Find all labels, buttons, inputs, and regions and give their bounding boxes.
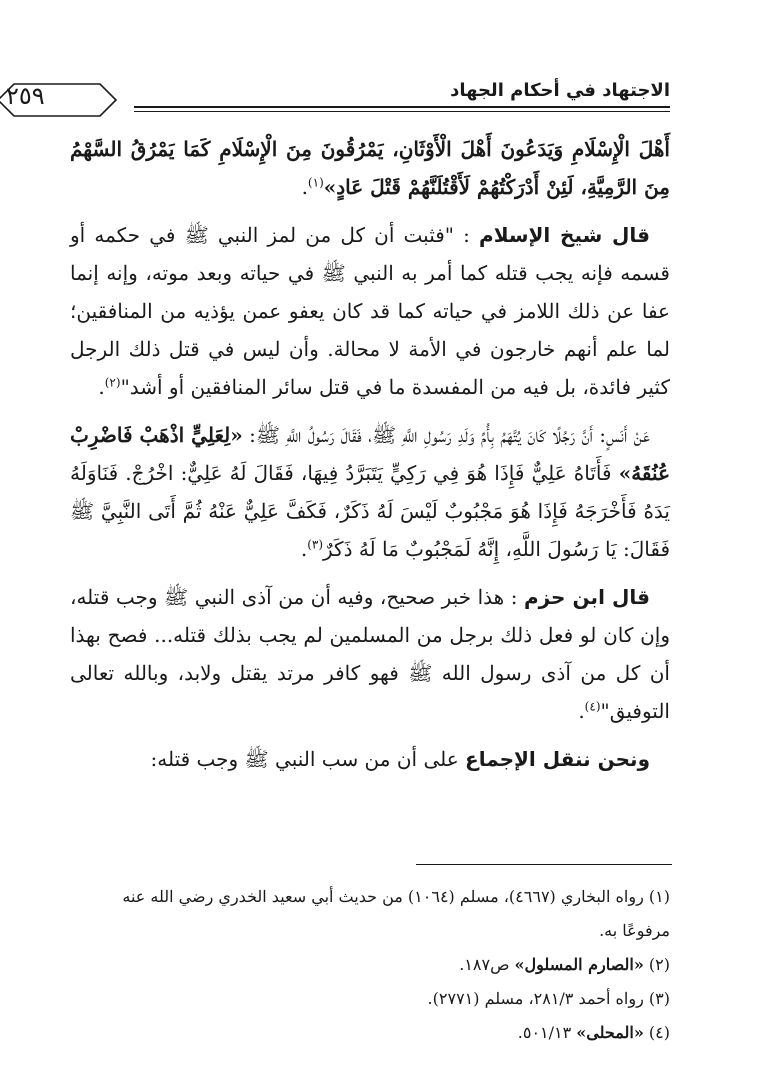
paragraph-hadith-end: أَهْلَ الْإِسْلَامِ وَيَدَعُونَ أَهْلَ الْأَوْثَانِ، يَمْرُقُونَ مِنَ الْإِسْلَامِ كَمَا يَمْرُقُ السَّهْمُ مِنَ الرَّمِيَّةِ، لَئِنْ أَدْرَكْتُهُمْ لَأَقْتُلَنَّهُمْ قَتْلَ عَادٍ»$^{(١)}$. [70, 137, 670, 199]
footnote-1: (١) رواه البخاري (٤٦٦٧)، مسلم (١٠٦٤) من حديث أبي سعيد الخدري رضي الله عنه مرفوعًا به. [122, 887, 670, 940]
paragraph-anas-hadith: عَنْ أَنَسٍ: أَنَّ رَجُلًا كَانَ يُتَّهَمُ بِأُمِّ وَلَدِ رَسُولِ اللَّهِ ﷺ، فَقَالَ رَسُولُ اللَّهِ ﷺ: «لِعَلِيٍّ اذْهَبْ فَاضْرِبْ عُنُقَهُ» فَأَتَاهُ عَلِيٌّ فَإِذَا هُوَ فِي رَكِيٍّ يَتَبَرَّدُ فِيهَا، فَقَالَ لَهُ عَلِيٌّ: اخْرُجْ. فَنَاوَلَهُ يَدَهُ فَأَخْرَجَهُ فَإِذَا هُوَ مَجْبُوبٌ لَيْسَ لَهُ ذَكَرٌ، فَكَفَّ عَلِيٌّ عَنْهُ ثُمَّ أَتَى النَّبِيَّ ﷺ فَقَالَ: يَا رَسُولَ اللَّهِ، إِنَّهُ لَمَجْبُوبٌ مَا لَهُ ذَكَرٌ$^{(٣)}$. [70, 423, 670, 561]
footnote-2: (٢) «الصارم المسلول» ص١٨٧. [459, 955, 670, 974]
paragraph-ibn-taymiyya: قال شيخ الإسلام : "فثبت أن كل من لمز النبي ﷺ في حكمه أو قسمه فإنه يجب قتله كما أمر به النبي ﷺ في حياته وبعد موته، وإنه إنما عفا عن ذلك اللامز في حياته كما قد كان يعفو عمن يؤذيه من المنافقين؛ لما علم أنهم خارجون في الأمة لا محالة. وأن ليس في قتل ذلك الرجل كثير فائدة، بل فيه من المفسدة ما في قتل سائر المنافقين أو أشد"$^{(٢)}$. [70, 223, 670, 399]
footnote-ref-3: (٣) [307, 537, 324, 552]
footnote-3: (٣) رواه أحمد ٢٨١/٣، مسلم (٢٧٧١). [427, 989, 670, 1008]
paragraph-ijma: ونحن ننقل الإجماع على أن من سب النبي ﷺ وجب قتله: [150, 747, 650, 771]
speaker-label: قال ابن حزم [523, 585, 650, 609]
footnote-ref-4: (٤) [584, 699, 601, 714]
footnote-separator [416, 864, 672, 865]
main-text [70, 130, 670, 782]
footnotes [70, 880, 670, 1050]
footnote-4: (٤) «المحلى» ٥٠١/١٣. [517, 1023, 670, 1042]
page-header [6, 74, 670, 120]
paragraph-ibn-hazm: قال ابن حزم : هذا خبر صحيح، وفيه أن من آذى النبي ﷺ وجب قتله، وإن كان لو فعل ذلك برجل من المسلمين لم يجب بذلك قتله... فصح بهذا أن كل من آذى رسول الله ﷺ فهو كافر مرتد يقتل ولابد، وبالله تعالى التوفيق"$^{(٤)}$. [70, 585, 670, 723]
header-rule [134, 106, 670, 108]
speaker-label: قال شيخ الإسلام [479, 223, 650, 247]
footnote-ref-1: (١) [307, 175, 324, 190]
running-title: الاجتهاد في أحكام الجهاد [450, 80, 670, 101]
ijma-term: الإجماع [465, 747, 536, 771]
page-number: ٢٥٩ [6, 82, 45, 110]
header-rule-thin [134, 111, 670, 112]
footnote-ref-2: (٢) [104, 375, 121, 390]
